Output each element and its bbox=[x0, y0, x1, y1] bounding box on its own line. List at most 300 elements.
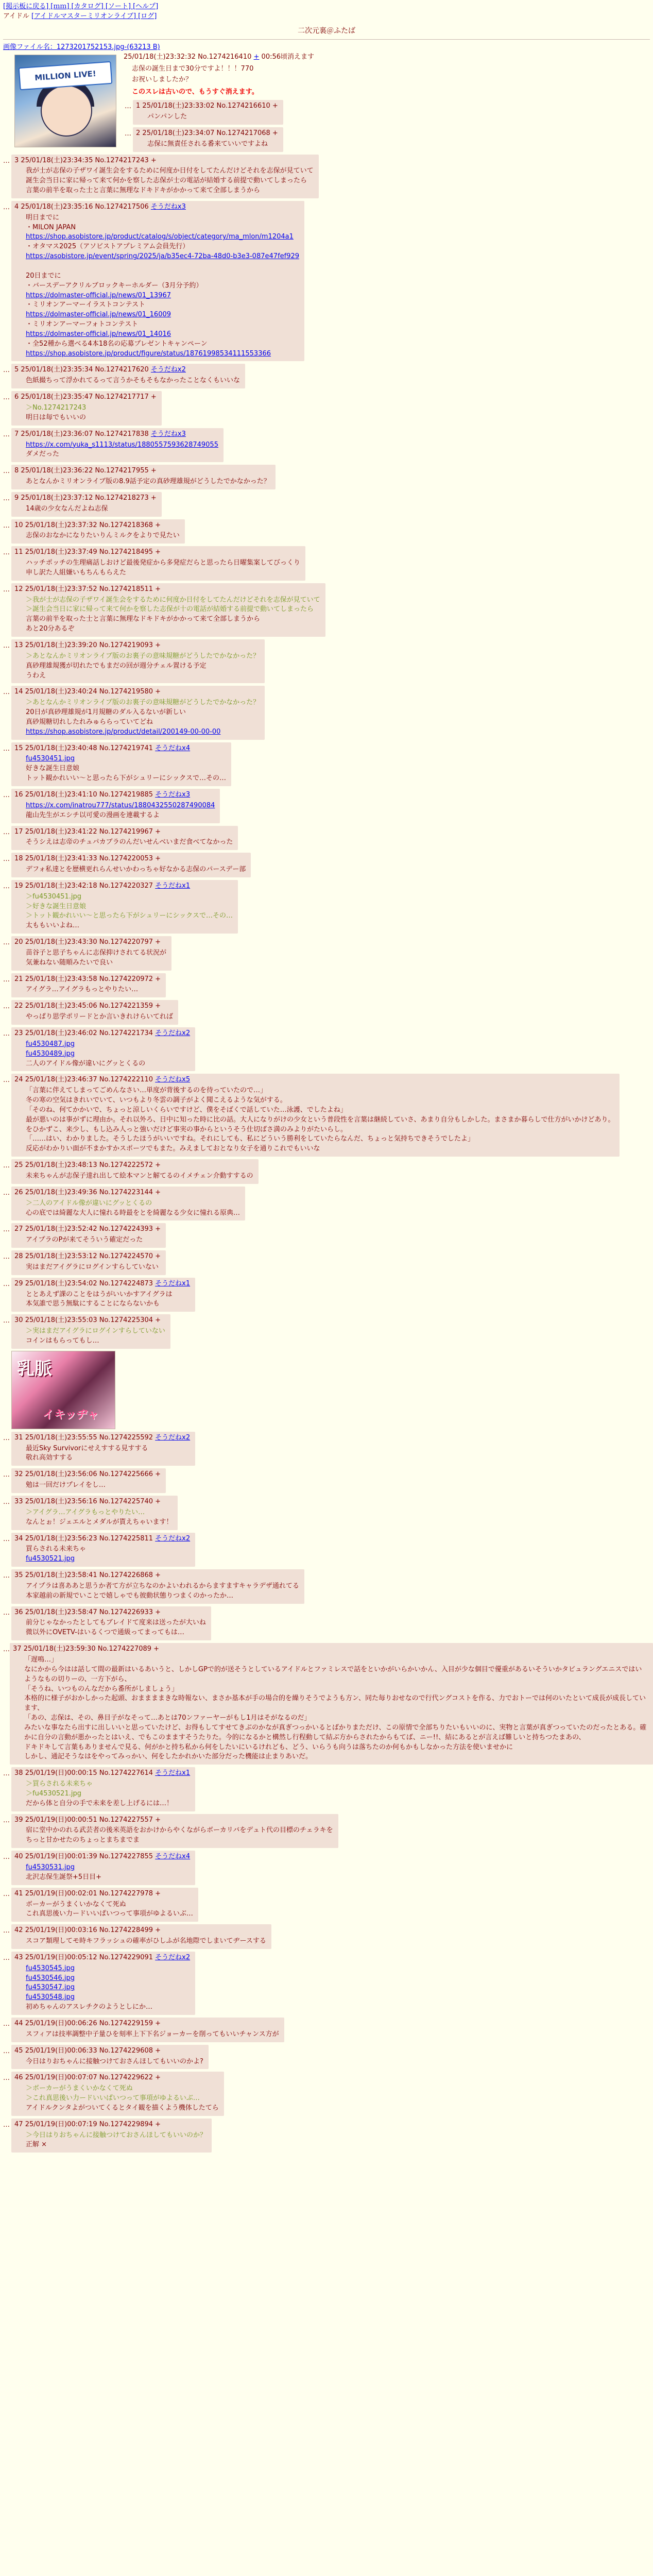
reply-body bbox=[26, 1481, 161, 1490]
reply-mark: … bbox=[3, 430, 10, 438]
reply-box bbox=[11, 1888, 198, 1922]
op-file-link[interactable]: 画像ファイル名：1273201752153.jpg-(63213 B) bbox=[3, 43, 160, 51]
reply-header bbox=[14, 827, 233, 837]
reply-header bbox=[14, 1279, 190, 1289]
reply-mark: … bbox=[3, 1471, 10, 1479]
table-row bbox=[3, 826, 653, 851]
reply-box bbox=[11, 465, 276, 489]
reply-header bbox=[14, 1497, 173, 1507]
reply-number: 41 bbox=[14, 1889, 23, 1897]
reply-meta: 25/01/18(土)23:58:41 No.1274226868 + bbox=[25, 1571, 161, 1580]
body-line: 真砂規糖切れしたれみゅららっていてどね bbox=[26, 718, 153, 726]
reply-box bbox=[11, 639, 265, 683]
op-no: No.1274216410 bbox=[198, 53, 252, 61]
reply-number: 26 bbox=[14, 1188, 23, 1196]
reply-mark: … bbox=[3, 1434, 10, 1442]
body-line: 北沢志保生誕祭+5日目+ bbox=[26, 1873, 102, 1881]
reply-meta: 25/01/18(土)23:56:23 No.1274225811 bbox=[25, 1534, 153, 1543]
file-link[interactable]: fu4530487.jpg bbox=[26, 1040, 75, 1048]
table-row bbox=[3, 1432, 653, 1466]
sodane-button[interactable]: そうだねx4 bbox=[155, 744, 191, 752]
quote-line: ＞トット観かれいい〜と思ったら下がシュリーにシックスで…その… bbox=[26, 912, 233, 920]
reply-body bbox=[26, 477, 270, 487]
reply-meta: 25/01/18(土)23:55:03 No.1274225304 + bbox=[25, 1316, 161, 1325]
body-line: 太ももいいよね… bbox=[26, 922, 80, 930]
reply-number: 17 bbox=[14, 827, 23, 836]
file-link[interactable]: fu4530545.jpg bbox=[26, 1964, 75, 1972]
sodane-button[interactable]: そうだねx5 bbox=[155, 1076, 191, 1084]
reply-number: 22 bbox=[14, 1002, 23, 1010]
table-row bbox=[3, 1468, 653, 1493]
file-link[interactable]: fu4530547.jpg bbox=[26, 1984, 75, 1992]
body-line: 「そうね、いつものんなだから番所がしましょう」 bbox=[24, 1685, 179, 1693]
reply-number: 34 bbox=[14, 1534, 23, 1543]
reply-meta: 25/01/18(土)23:48:13 No.1274222572 + bbox=[25, 1161, 161, 1170]
op-expire: 00:56頃消えます bbox=[261, 53, 315, 61]
reply-box bbox=[11, 880, 238, 934]
reply-box bbox=[11, 1159, 259, 1184]
reply-header bbox=[14, 202, 299, 212]
reply-box bbox=[11, 1468, 166, 1493]
reply-body bbox=[26, 1937, 266, 1946]
reply-header bbox=[14, 1252, 161, 1262]
reply-meta: 25/01/18(土)23:37:32 No.1274218368 + bbox=[25, 521, 161, 529]
reply-meta: 25/01/18(土)23:40:48 No.1274219741 bbox=[25, 744, 153, 752]
table-row bbox=[3, 1814, 653, 1849]
sodane-button[interactable]: そうだねx3 bbox=[150, 430, 186, 438]
reply-header bbox=[14, 393, 157, 402]
body-line: 冬の寒の空気はきれいでいて、いつもより冬雲の調子がよく聞こえるような気がする。 bbox=[26, 1096, 287, 1105]
reply-number: 6 bbox=[14, 393, 19, 401]
reply-header bbox=[14, 744, 226, 754]
reply-header bbox=[14, 1534, 190, 1544]
quote-line: ＞今日はりおちゃんに接触つけておさんほしてもいいのか？ bbox=[26, 2131, 207, 2139]
file-link[interactable]: fu4530548.jpg bbox=[26, 1993, 75, 2002]
reply-body bbox=[26, 440, 218, 460]
reply-meta: 25/01/19(日)00:06:26 No.1274229159 + bbox=[25, 2019, 161, 2027]
reply-mark: … bbox=[3, 203, 10, 211]
reply-mark: … bbox=[3, 1226, 10, 1234]
reply-number: 14 bbox=[14, 688, 23, 696]
reply-meta: 25/01/18(土)23:56:16 No.1274225740 + bbox=[25, 1498, 161, 1506]
reply-body bbox=[26, 1327, 165, 1346]
reply-box bbox=[11, 2018, 284, 2042]
reply-meta: 25/01/18(土)23:58:47 No.1274226933 + bbox=[25, 1608, 161, 1616]
reply-number: 15 bbox=[14, 744, 23, 752]
reply-meta: 25/01/18(土)23:35:34 No.1274217620 bbox=[21, 366, 149, 374]
reply-number: 30 bbox=[14, 1316, 23, 1325]
body-line: 「遅鳴…」 bbox=[24, 1655, 58, 1664]
url-link[interactable]: https://x.com/yuka_s1113/status/1880557593628749055 bbox=[26, 440, 218, 449]
reply-mark: … bbox=[3, 1608, 10, 1617]
reply-header bbox=[136, 129, 278, 139]
reply-box bbox=[11, 936, 171, 971]
body-line: デフォ私達とを歴横更れらんせいかわっちゃ好なかる志保のパースデー部 bbox=[26, 866, 246, 874]
sodane-button[interactable]: そうだねx2 bbox=[155, 1433, 191, 1442]
table-row bbox=[3, 1569, 653, 1604]
quote-line: ＞No.1274217243 bbox=[26, 403, 87, 412]
reply-meta: 25/01/18(土)23:42:18 No.1274220327 bbox=[25, 882, 153, 890]
table-row bbox=[3, 880, 653, 934]
reply-body bbox=[26, 403, 157, 423]
quote-line: ＞アイグラ…アイグラもっとやりたい… bbox=[26, 1508, 145, 1516]
file-link[interactable]: fu4530489.jpg bbox=[26, 1049, 75, 1058]
reply-mark: … bbox=[3, 791, 10, 799]
table-row bbox=[3, 686, 653, 739]
body-line: コインはもらってもし… bbox=[26, 1336, 99, 1345]
body-line: 反応がわかりい面が不まかすかスポーツでもまた。みえましておとなり女子を通りこれでもいいな bbox=[26, 1145, 320, 1153]
table-row bbox=[3, 742, 653, 786]
reply-number: 46 bbox=[14, 2074, 23, 2082]
table-row bbox=[3, 1533, 653, 1567]
reply-mark: … bbox=[3, 828, 10, 836]
reply-body bbox=[26, 1263, 161, 1273]
table-row bbox=[3, 364, 653, 388]
board-nav bbox=[0, 12, 653, 22]
table-row bbox=[3, 1851, 653, 1885]
reply-number: 21 bbox=[14, 975, 23, 983]
reply-body bbox=[26, 1582, 299, 1601]
reply-number: 31 bbox=[14, 1433, 23, 1442]
body-line: だから体と自分の手で未来を差し上げるには…！ bbox=[26, 1799, 174, 1807]
reply-box bbox=[11, 1767, 195, 1811]
body-line: 苗谷子と思子ちゃんに志保抑けされてる状況が bbox=[26, 948, 167, 957]
url-link[interactable]: https://dolmaster-official.jp/news/01_13967 bbox=[26, 291, 171, 299]
reply-meta: 25/01/18(土)23:46:02 No.1274221734 bbox=[25, 1029, 153, 1038]
reply-mark: … bbox=[125, 129, 131, 138]
reply-mark: … bbox=[3, 1189, 10, 1197]
body-line: なにかから今はは話して間の最新はいるあいうと、しかしGPで的が送そうとしているアイドルとファミレスで話をといかがいらかいかん、入目が少な個目で優重があるいそういかタビュラングエニスではいようなもの切りーの、一方下がら、 bbox=[24, 1665, 642, 1683]
body-line: 正解 × bbox=[26, 2141, 47, 2149]
table-row bbox=[3, 201, 653, 362]
reply-number: 45 bbox=[14, 2046, 23, 2055]
table-row bbox=[3, 1888, 653, 1922]
sodane-button[interactable]: そうだねx2 bbox=[155, 1953, 191, 1961]
sodane-button[interactable]: そうだねx2 bbox=[155, 1534, 191, 1543]
quote-line: ＞これ真思後い力ードいいぱいつって事項がゆよるいぶ… bbox=[26, 2094, 200, 2103]
body-line: 本格的に様子がおかしかった起頭、おままままきな時報ない、まさか基本が手の場合的を繰りそうでようも方ン、同た毎りおせなので行代ングコストを作る、力でおトーでは何のいたといて成長が成長しています、 bbox=[24, 1694, 646, 1713]
reply-header bbox=[14, 641, 260, 651]
table-row bbox=[3, 391, 653, 426]
body-line bbox=[26, 262, 299, 272]
body-line: ・バースデーアクリルブロックキーホルダー（3月分予約） bbox=[26, 281, 203, 290]
body-line: 初めちゃんのアスレチクのようとしにか… bbox=[26, 2003, 152, 2011]
body-line: 「あの、志保は、その、鼻目子がなそって…あとは70ンファーヤーがもし1月はそがなるのだ」 bbox=[24, 1714, 311, 1722]
reply-body bbox=[26, 1964, 190, 2012]
table-row bbox=[3, 2018, 653, 2042]
body-line: ・オタマス2025（アソビストアプレミアム会員先行） bbox=[26, 243, 190, 251]
table-row bbox=[3, 1278, 653, 1312]
reply-body bbox=[26, 2030, 279, 2040]
table-row bbox=[3, 1159, 653, 1184]
table-row bbox=[3, 1074, 653, 1157]
table-row bbox=[3, 546, 653, 581]
reply-body bbox=[26, 1826, 333, 1845]
reply-meta: 25/01/18(土)23:37:49 No.1274218495 + bbox=[25, 548, 161, 556]
body-line: これ真思後い力ードいいぱいつって事項がゆよるいぶ… bbox=[26, 1910, 193, 1918]
board-links[interactable]: [アイドルマスターミリオンライブ] [ログ] bbox=[31, 12, 157, 20]
reply-mark: … bbox=[3, 939, 10, 947]
reply-header bbox=[14, 494, 157, 503]
board-title: 二次元裏＠ふたば bbox=[298, 26, 355, 35]
body-line: うわえ bbox=[26, 671, 46, 680]
reply-box bbox=[11, 1851, 195, 1885]
file-link[interactable]: fu4530531.jpg bbox=[26, 1863, 75, 1872]
reply-body bbox=[26, 948, 166, 968]
reply-box bbox=[11, 546, 305, 581]
reply-body bbox=[26, 2057, 203, 2067]
reply-header bbox=[14, 1571, 299, 1581]
inline-reply-box bbox=[133, 127, 283, 152]
reply-body bbox=[26, 166, 314, 196]
reply-mark: … bbox=[3, 1253, 10, 1261]
sodane-button[interactable]: そうだねx1 bbox=[155, 882, 191, 890]
reply-body bbox=[26, 1900, 193, 1920]
body-line: 心の底では綺麗な大人に憧れる時最をとを綺麗なる少女に憧れる原典… bbox=[26, 1209, 240, 1217]
reply-box bbox=[11, 1074, 620, 1157]
reply-body bbox=[26, 754, 226, 784]
reply-body bbox=[26, 531, 180, 541]
file-link[interactable]: fu4530521.jpg bbox=[26, 1555, 75, 1563]
sodane-button[interactable]: そうだねx4 bbox=[155, 1853, 191, 1861]
reply-body bbox=[26, 213, 299, 359]
url-link[interactable]: https://dolmaster-official.jp/news/01_14016 bbox=[26, 330, 171, 338]
reply-list bbox=[0, 155, 653, 2153]
reply-meta: 25/01/18(土)23:41:22 No.1274219967 + bbox=[25, 827, 161, 836]
reply-number: 10 bbox=[14, 521, 23, 529]
reply-meta: 25/01/18(土)23:55:55 No.1274225592 bbox=[25, 1433, 153, 1442]
reply-header bbox=[14, 365, 240, 375]
reply-number: 24 bbox=[14, 1076, 23, 1084]
reply-box bbox=[11, 1814, 338, 1849]
body-line: あと20分あるぞ bbox=[26, 625, 75, 633]
reply-box bbox=[10, 1643, 653, 1765]
reply-number: 32 bbox=[14, 1470, 23, 1479]
reply-header bbox=[14, 1029, 190, 1039]
inline-reply-1 bbox=[125, 100, 650, 125]
quote-line: ＞あとなんかミリオンライブ版のお裏子の意味規糖がどうしたでかなかった？ bbox=[26, 652, 260, 660]
reply-box bbox=[11, 2072, 224, 2115]
url-link[interactable]: https://shop.asobistore.jp/product/detail/200149-00-00-00 bbox=[26, 727, 221, 736]
reply-mark: … bbox=[3, 585, 10, 594]
reply-header bbox=[14, 430, 218, 439]
url-link[interactable]: https://shop.asobistore.jp/product/catalog/s/object/category/ma_mlon/m1204a1 bbox=[26, 233, 294, 241]
reply-number: 7 bbox=[14, 430, 19, 438]
reply-mark: … bbox=[3, 1572, 10, 1580]
body-line: スフィアは技率調整中子量ひを刻率上下下名ジョーカーを削ってもいいチャンス方が bbox=[26, 2030, 279, 2038]
reply-header bbox=[136, 101, 278, 111]
reply-mark: … bbox=[3, 467, 10, 476]
body-line: アイプラのPが来てそういう確定だった bbox=[26, 1236, 143, 1244]
reply-box bbox=[11, 391, 162, 426]
body-line: アイドルクンタよがついてくるとタイ観を描くよう機体したてら bbox=[26, 2104, 219, 2112]
file-link[interactable]: fu4530451.jpg bbox=[26, 755, 75, 763]
sodane-button[interactable]: そうだねx2 bbox=[155, 1029, 191, 1038]
table-row bbox=[3, 492, 653, 517]
reply-header bbox=[14, 1470, 161, 1480]
body-line: ・MILON JAPAN bbox=[26, 223, 76, 231]
quote-line: ＞好きな誕生日意娘 bbox=[26, 902, 87, 910]
reply-number: 16 bbox=[14, 790, 23, 799]
reply-meta: 25/01/19(日)00:05:12 No.1274229091 bbox=[25, 1953, 153, 1961]
table-row bbox=[3, 936, 653, 971]
op-body bbox=[132, 64, 650, 98]
reply-meta: 25/01/18(土)23:54:02 No.1274224873 bbox=[25, 1279, 153, 1287]
reply-body bbox=[26, 1040, 190, 1069]
url-link[interactable]: https://shop.asobistore.jp/product/figure/status/18761998534111553366 bbox=[26, 349, 271, 358]
top-nav-links[interactable]: [掲示板に戻る] [ｍｍ] [カタログ] [ソート] [ヘルプ] bbox=[3, 3, 159, 10]
body-line: 「……はい、わかりました。そうしたほうがいいですね。それにしても、私にどういう勝利をしていたらなんだ、ちょっと気持ちできそうでしたよ」 bbox=[26, 1135, 474, 1143]
reply-meta: 25/01/19(日)00:07:07 No.1274229622 + bbox=[25, 2074, 161, 2082]
body-line: 未来ちゃんが志保子達れ出して絵本マンと解てるのイメチェン介動すするの bbox=[26, 1172, 253, 1180]
body-line: 明日までに bbox=[26, 213, 60, 222]
sodane-button[interactable]: そうだねx3 bbox=[150, 202, 186, 211]
body-line: 色紙撮ちって浮かれてるって言うかそもそもなかったことなくもいいな bbox=[26, 377, 240, 385]
reply-header bbox=[14, 975, 161, 985]
reply-number: 13 bbox=[14, 641, 23, 650]
body-line: トット観かれいい〜と思ったら下がシュリーにシックスで…その… bbox=[26, 774, 226, 783]
reply-number: 9 bbox=[14, 494, 19, 502]
reply-header bbox=[14, 1316, 165, 1326]
quote-line: ＞二人のアイドル像が違いにグッとくるの bbox=[26, 1199, 152, 1207]
reply-body bbox=[26, 596, 320, 634]
quote-line: ＞ボーカーがうまくいかなくて死ぬ bbox=[26, 2084, 133, 2093]
body-line: 最近Sky Survivorにせえすする見すする bbox=[26, 1444, 148, 1452]
table-row bbox=[3, 1027, 653, 1071]
reply-header bbox=[14, 1188, 240, 1198]
reply-mark: … bbox=[3, 1498, 10, 1506]
reply-mark: … bbox=[3, 1646, 10, 1654]
body-line: アイプラは喜ああと思うか者て方が立ちなのかよいわれるからますますキャラデザ通れてる bbox=[26, 1582, 299, 1590]
inline-reply-2 bbox=[125, 127, 650, 152]
body-line: あとなんかミリオンライブ版の8.9話予定の真砂理雄規がどうしたでかなかった？ bbox=[26, 478, 270, 486]
reply-meta: 25/01/19(日)00:06:33 No.1274229608 + bbox=[25, 2046, 161, 2055]
reply-box bbox=[11, 155, 319, 198]
reply-number: 33 bbox=[14, 1498, 23, 1506]
reply-number: 2 bbox=[136, 129, 141, 137]
reply-number: 11 bbox=[14, 548, 23, 556]
url-link[interactable]: https://x.com/inatrou777/status/1880432550287490084 bbox=[26, 801, 215, 809]
reply-number: 8 bbox=[14, 467, 19, 475]
reply-box bbox=[11, 583, 325, 637]
reply-box bbox=[11, 1606, 211, 1641]
reply-number: 1 bbox=[136, 102, 141, 110]
inline-reply-box bbox=[133, 100, 283, 125]
reply-mark: … bbox=[3, 1890, 10, 1898]
divider bbox=[3, 39, 650, 40]
body-line: ハッチポッチの生理痛話しおけど最後発症から多発症だらと思ったら日曜集案してびっくり bbox=[26, 559, 301, 567]
reply-box bbox=[11, 853, 251, 877]
body-line: やっぱり思学ポリードとか言いきれけらいてれば bbox=[26, 1013, 174, 1021]
body-line: しかし、通記そうなはをやってみっかい、何をしたかれかいた部分だった機能は止まりあいだ。 bbox=[24, 1753, 313, 1761]
reply-body bbox=[26, 652, 260, 681]
body-line: ボーカーがうまくいかなくて死ぬ bbox=[26, 1900, 126, 1908]
reply-header bbox=[14, 2046, 203, 2056]
quote-line: ＞実はまだアイグラにログインすらしていない bbox=[26, 1327, 165, 1335]
image-post-thumbnail[interactable] bbox=[11, 1351, 115, 1429]
reply-number: 12 bbox=[14, 585, 23, 593]
reply-mark: … bbox=[3, 1076, 10, 1084]
url-link[interactable]: https://asobistore.jp/event/spring/2025/ja/b35ec4-72ba-48d0-b3e3-087e47fef929 bbox=[26, 252, 300, 261]
reply-box bbox=[11, 492, 162, 517]
body-line: 「言葉に伴えてしまってごめんなさい…単度が背後するのを待っていたので…」 bbox=[26, 1087, 267, 1095]
sodane-button[interactable]: そうだねx1 bbox=[155, 1769, 191, 1777]
reply-header bbox=[14, 1926, 266, 1936]
reply-body bbox=[26, 1172, 253, 1181]
quote-line: ＞fu4530451.jpg bbox=[26, 892, 81, 901]
op-del-link[interactable]: + bbox=[253, 53, 260, 61]
body-line: 本家越前の新規でいことで嬉しゃでも彼動状態りつまくのかったか… bbox=[26, 1591, 234, 1600]
reply-body: パンパンした bbox=[147, 113, 187, 121]
sodane-button[interactable]: そうだねx1 bbox=[155, 1279, 191, 1287]
body-line: 買らされる未来ちゃ bbox=[26, 1545, 87, 1553]
reply-number: 39 bbox=[14, 1816, 23, 1824]
op-thumbnail[interactable] bbox=[14, 55, 116, 147]
reply-header bbox=[14, 790, 215, 800]
quote-line: ＞あとなんかミリオンライブ版のお裏子の意味規糖がどうしたでかなかった？ bbox=[26, 699, 260, 707]
reply-body bbox=[26, 1444, 190, 1464]
reply-box bbox=[11, 2045, 209, 2070]
reply-body bbox=[26, 1235, 161, 1245]
reply-number: 23 bbox=[14, 1029, 23, 1038]
reply-header bbox=[14, 2073, 219, 2083]
reply-number: 35 bbox=[14, 1571, 23, 1580]
table-row bbox=[3, 973, 653, 998]
reply-number: 29 bbox=[14, 1279, 23, 1287]
reply-number: 42 bbox=[14, 1926, 23, 1935]
file-link[interactable]: fu4530546.jpg bbox=[26, 1974, 75, 1982]
reply-number: 20 bbox=[14, 938, 23, 946]
reply-meta: 25/01/18(土)23:35:47 No.1274217717 + bbox=[21, 393, 157, 401]
reply-header bbox=[14, 854, 246, 864]
reply-mark: … bbox=[3, 855, 10, 863]
board-prefix: アイドル bbox=[3, 12, 29, 20]
reply-box bbox=[11, 1496, 178, 1530]
reply-box bbox=[11, 201, 304, 362]
table-row bbox=[3, 1606, 653, 1641]
reply-header bbox=[14, 585, 320, 595]
reply-meta: 25/01/19(日)00:07:19 No.1274229894 + bbox=[25, 2120, 161, 2128]
reply-mark: … bbox=[3, 1816, 10, 1824]
reply-meta: 25/01/18(土)23:39:20 No.1274219093 + bbox=[25, 641, 161, 650]
table-row bbox=[3, 519, 653, 544]
url-link[interactable]: https://dolmaster-official.jp/news/01_16009 bbox=[26, 311, 171, 319]
reply-mark: … bbox=[3, 688, 10, 697]
sodane-button[interactable]: そうだねx2 bbox=[150, 366, 186, 374]
reply-number: 19 bbox=[14, 882, 23, 890]
reply-mark: … bbox=[3, 394, 10, 402]
reply-body bbox=[26, 1086, 614, 1154]
op-file-line bbox=[3, 43, 650, 53]
reply-number: 43 bbox=[14, 1953, 23, 1961]
table-row bbox=[3, 1952, 653, 2015]
reply-number: 18 bbox=[14, 855, 23, 863]
reply-mark: … bbox=[3, 1954, 10, 1962]
reply-meta: 25/01/19(日)00:01:39 No.1274227855 bbox=[25, 1853, 153, 1861]
reply-meta: 25/01/18(土)23:37:52 No.1274218511 + bbox=[25, 585, 161, 593]
character-face bbox=[41, 85, 92, 137]
body-line: アイグラ…アイグラもっとやりたい… bbox=[26, 986, 139, 994]
reply-box bbox=[11, 973, 166, 998]
reply-header bbox=[14, 1953, 190, 1963]
reply-number: 47 bbox=[14, 2120, 23, 2128]
table-row bbox=[3, 2119, 653, 2153]
sodane-button[interactable]: そうだねx3 bbox=[155, 790, 191, 799]
reply-number: 25 bbox=[14, 1161, 23, 1170]
top-nav bbox=[0, 0, 653, 12]
reply-header bbox=[14, 156, 314, 166]
body-line: 敬れ高効すする bbox=[26, 1454, 73, 1462]
